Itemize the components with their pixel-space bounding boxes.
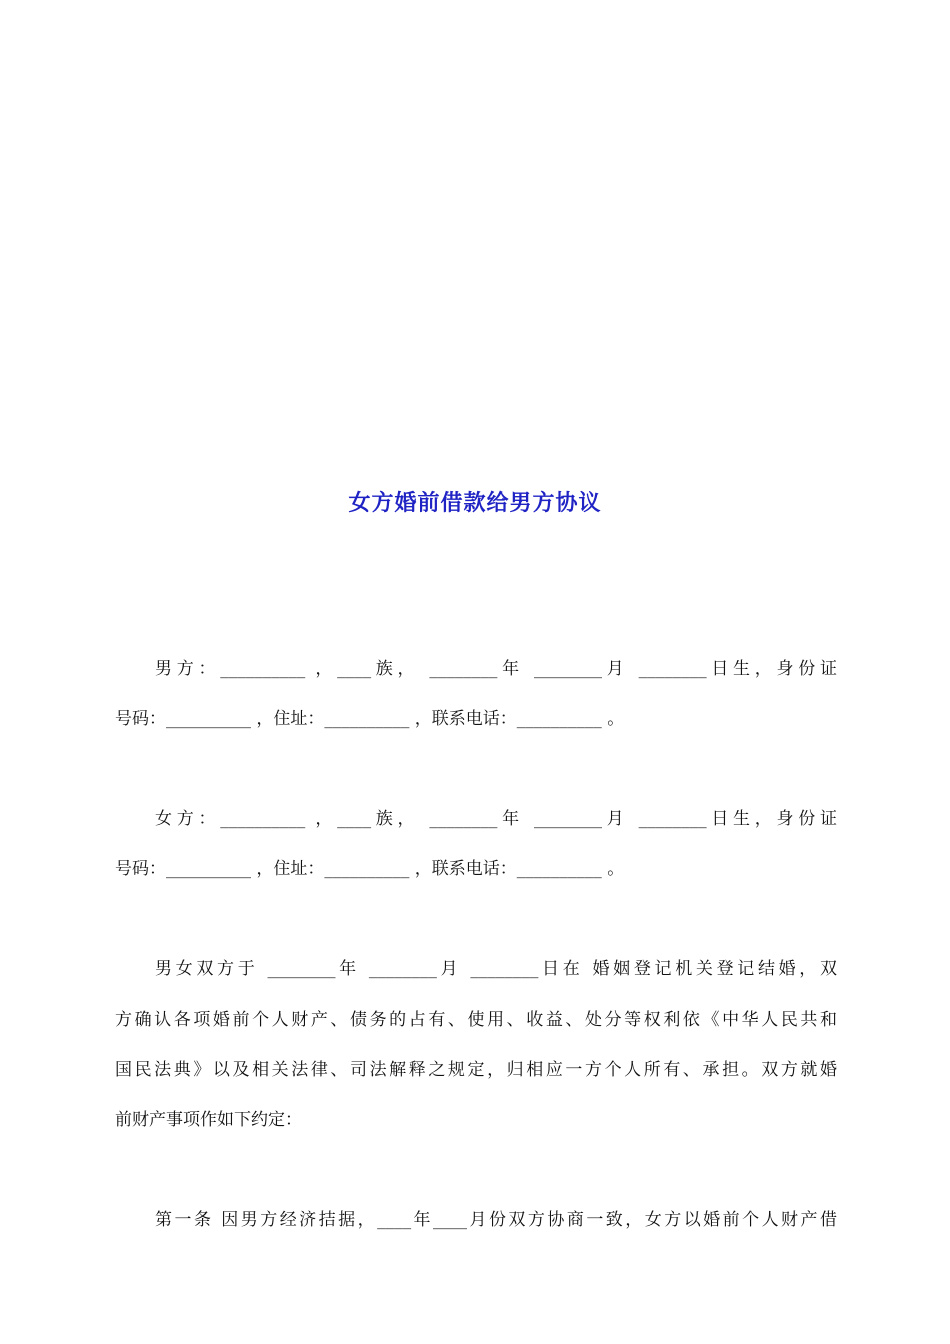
female-party-line-2: 号码：__________ ，住址：__________ ，联系电话：__________ 。 [115,859,625,879]
marriage-paragraph-line-3: 国民法典》以及相关法律、司法解释之规定，归相应一方个人所有、承担。双方就婚 [115,1060,837,1080]
male-party-line-1: 男方：__________ ，____族， ________年 ________月 ________日生，身份证 [155,659,837,679]
document-title: 女方婚前借款给男方协议 [348,491,602,516]
marriage-paragraph-line-2: 方确认各项婚前个人财产、债务的占有、使用、收益、处分等权利依《中华人民共和 [115,1010,837,1030]
article-one-line-1: 第一条 因男方经济拮据，____年____月份双方协商一致，女方以婚前个人财产借 [155,1210,837,1230]
female-party-line-1: 女方：__________ ，____族， ________年 ________月 ________日生，身份证 [155,809,837,829]
marriage-paragraph-line-1: 男女双方于 ________年 ________月 ________日在 婚姻登记机关登记结婚，双 [155,959,837,979]
male-party-line-2: 号码：__________ ，住址：__________ ，联系电话：__________ 。 [115,709,625,729]
marriage-paragraph-line-4: 前财产事项作如下约定： [115,1110,302,1130]
